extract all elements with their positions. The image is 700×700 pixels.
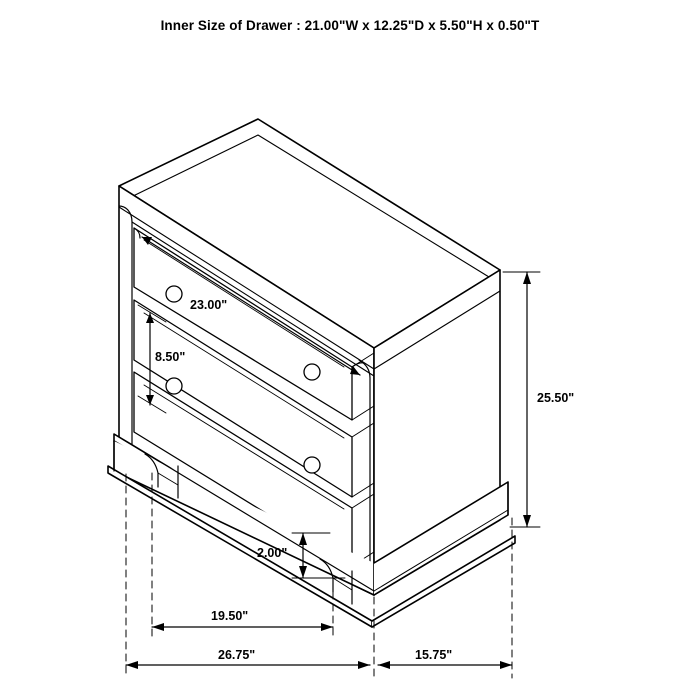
dim-label-overall-depth: 15.75": [415, 648, 453, 662]
dim-label-overall-height: 25.50": [537, 391, 575, 405]
drawer-knob: [166, 378, 182, 394]
dim-label-leg-clearance: 2.00": [257, 546, 288, 560]
dim-overall-depth: [378, 661, 512, 669]
dim-overall-width: [126, 661, 370, 669]
dim-base-inner-width: [152, 623, 333, 631]
dim-label-overall-width: 26.75": [218, 648, 256, 662]
drawer-knob: [166, 286, 182, 302]
drawer-knob: [304, 364, 320, 380]
dim-label-drawer-height: 8.50": [155, 350, 186, 364]
dim-label-base-inner-width: 19.50": [211, 609, 249, 623]
dim-label-top-drawer-width: 23.00": [190, 298, 228, 312]
page-title: Inner Size of Drawer : 21.00"W x 12.25"D x 5.50"H x 0.50"T: [160, 18, 540, 33]
drawer-knob: [304, 457, 320, 473]
